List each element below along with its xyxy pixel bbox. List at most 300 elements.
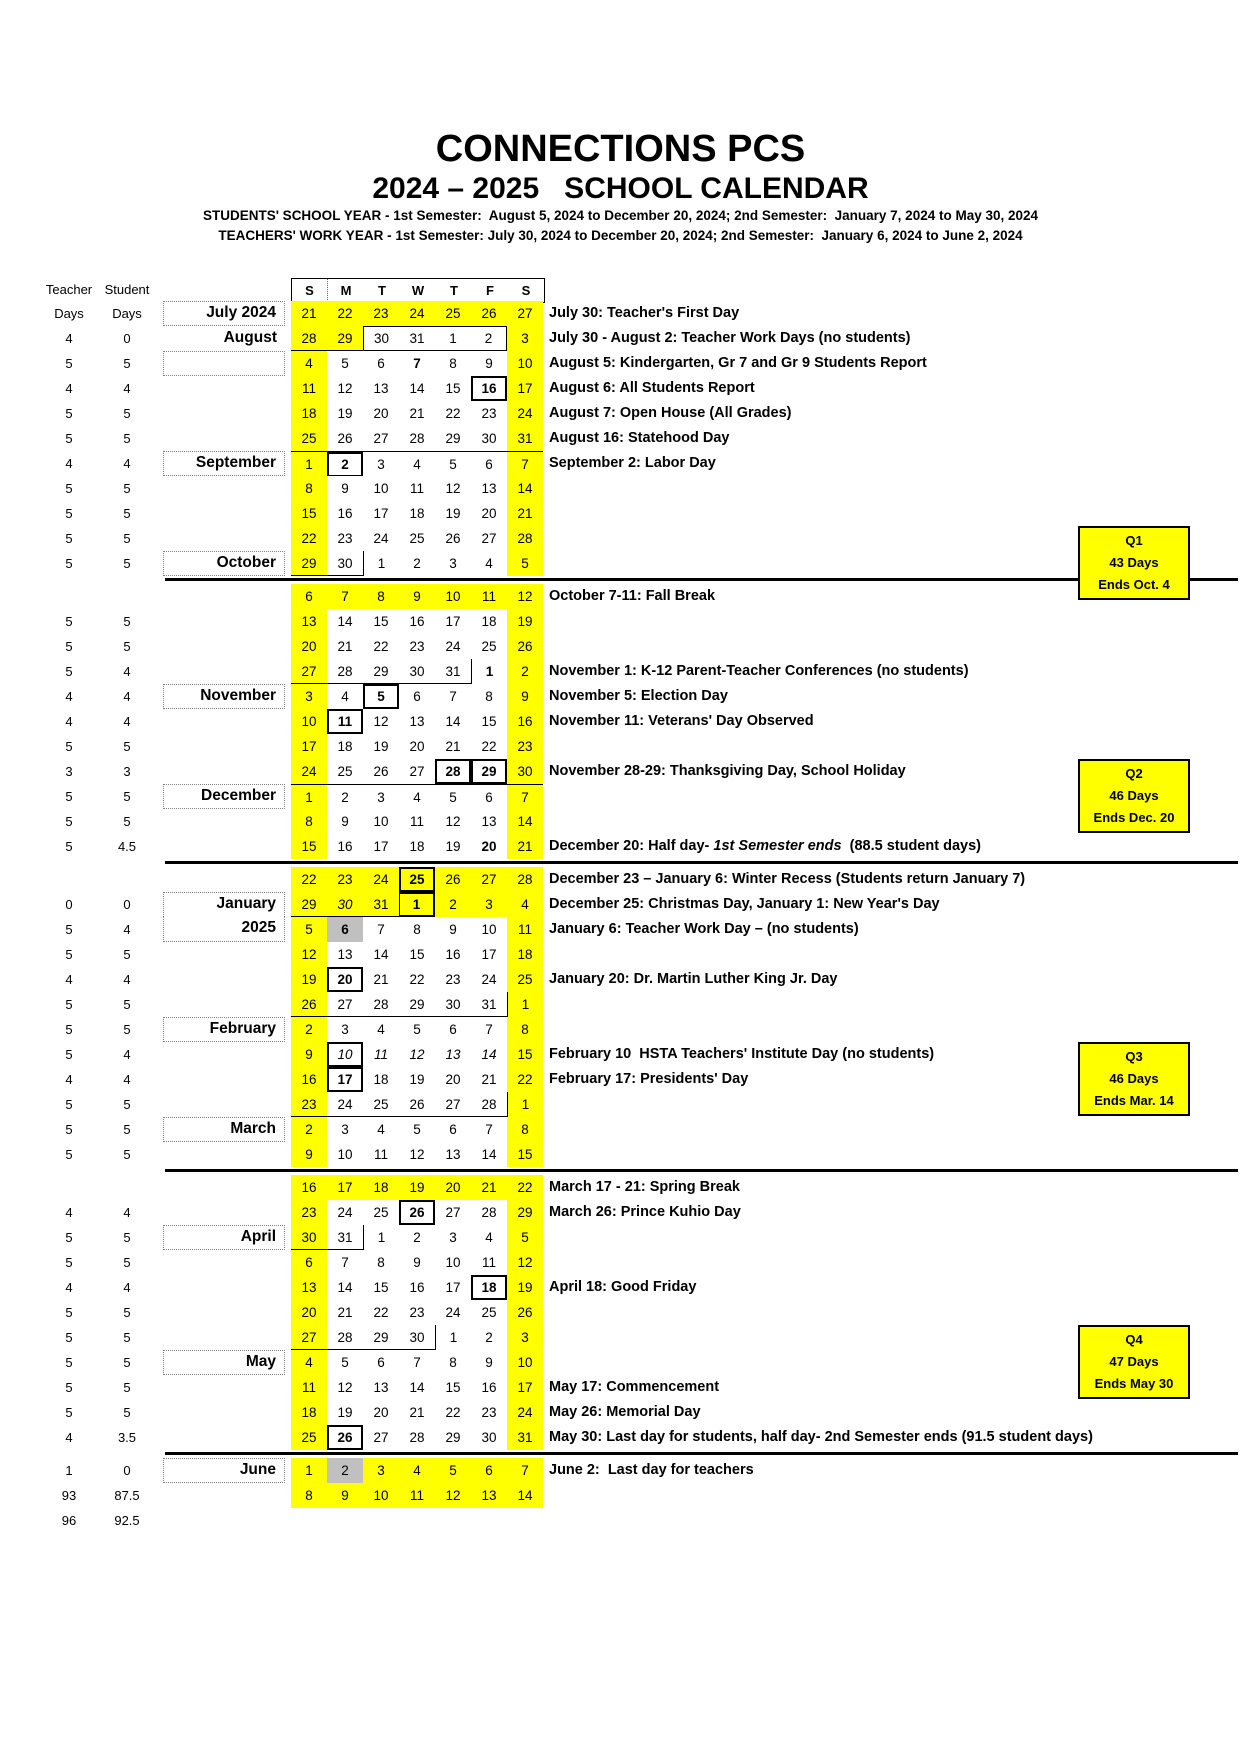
week-note — [543, 634, 549, 659]
day-cell: 23 — [471, 1400, 507, 1425]
week-note — [543, 1175, 740, 1200]
week-row — [0, 1350, 1241, 1375]
week-row — [0, 451, 1241, 476]
day-cell: 19 — [399, 1175, 435, 1200]
day-cell: 2 — [327, 452, 363, 477]
student-days-value: 5 — [123, 1330, 131, 1345]
day-cell: 16 — [291, 1175, 327, 1200]
week-note-segment: September 2: Labor Day — [549, 455, 716, 471]
week-row — [0, 376, 1241, 401]
month-label — [163, 426, 285, 451]
week-cells — [291, 1325, 543, 1350]
week-note-segment: November 5: Election Day — [549, 688, 728, 704]
month-label — [163, 634, 285, 659]
day-cell: 13 — [471, 809, 507, 834]
day-cell: 22 — [435, 1400, 471, 1425]
week-cells — [291, 1225, 543, 1250]
student-days-value: 5 — [123, 614, 131, 629]
student-days-value: 4 — [123, 1205, 131, 1220]
day-cell: 1 — [399, 892, 435, 917]
weekday-header-cell: W — [400, 279, 436, 302]
quarter-label: Q2 — [1125, 766, 1143, 781]
month-label: November — [163, 684, 285, 709]
week-note — [543, 609, 549, 634]
day-cell: 27 — [471, 526, 507, 551]
week-row — [0, 892, 1241, 917]
week-cells — [291, 759, 543, 784]
day-cell: 6 — [471, 452, 507, 477]
teacher-days-value: 5 — [65, 481, 73, 496]
week-note-segment: December 20: Half day- — [549, 838, 714, 854]
teacher-days-value: 4 — [65, 456, 73, 471]
day-cell: 24 — [507, 401, 543, 426]
student-days-value: 5 — [123, 556, 131, 571]
week-cells — [291, 609, 543, 634]
week-row — [0, 942, 1241, 967]
day-cell: 6 — [363, 351, 399, 376]
day-cell: 12 — [435, 809, 471, 834]
day-cell: 17 — [327, 1175, 363, 1200]
day-cell: 24 — [399, 301, 435, 326]
day-cell: 18 — [399, 834, 435, 859]
student-days-value: 4 — [123, 1047, 131, 1062]
quarter-end-line — [165, 1169, 1238, 1172]
week-row — [0, 1425, 1241, 1450]
teacher-days-value: 5 — [65, 814, 73, 829]
week-note-segment: December 25: Christmas Day, January 1: New Year's Day — [549, 896, 940, 912]
week-note — [543, 834, 981, 859]
day-cell: 4 — [471, 551, 507, 576]
week-cells — [291, 1042, 543, 1067]
student-days-value: 4 — [123, 1072, 131, 1087]
week-cells — [291, 834, 543, 859]
week-row — [0, 1458, 1241, 1483]
week-row — [0, 1325, 1241, 1350]
day-cell: 11 — [291, 1375, 327, 1400]
day-cell: 20 — [471, 834, 507, 859]
day-cell: 22 — [399, 967, 435, 992]
teacher-days-value: 4 — [65, 689, 73, 704]
day-cell: 10 — [507, 1350, 543, 1375]
month-label: April — [163, 1225, 285, 1250]
day-cell: 16 — [399, 609, 435, 634]
day-cell: 1 — [291, 452, 327, 477]
week-note — [543, 709, 814, 734]
week-cells — [291, 551, 543, 576]
teacher-days-value: 5 — [65, 1330, 73, 1345]
day-cell: 9 — [327, 1483, 363, 1508]
day-cell: 23 — [291, 1200, 327, 1225]
day-cell: 2 — [291, 1017, 327, 1042]
day-cell: 7 — [399, 1350, 435, 1375]
teachers-year-note: TEACHERS' WORK YEAR - 1st Semester: July 30, 2024 to December 20, 2024; 2nd Semester: January 6, 2024 to June 2, 2024 — [218, 228, 1023, 244]
week-row — [0, 867, 1241, 892]
day-cell: 25 — [399, 526, 435, 551]
day-cell: 17 — [507, 1375, 543, 1400]
teacher-days-value: 5 — [65, 406, 73, 421]
day-cell: 16 — [507, 709, 543, 734]
teacher-days-value: 5 — [65, 356, 73, 371]
day-cell: 29 — [291, 551, 327, 576]
day-cell: 14 — [507, 476, 543, 501]
day-cell: 4 — [399, 452, 435, 477]
week-cells — [291, 867, 543, 892]
month-label: October — [163, 551, 285, 576]
week-note — [543, 1400, 701, 1425]
week-note-segment: February 10 HSTA Teachers' Institute Day (no students) — [549, 1046, 935, 1062]
day-cell: 7 — [507, 1458, 543, 1483]
day-cell: 20 — [435, 1067, 471, 1092]
quarter-ends: Ends Mar. 14 — [1094, 1093, 1174, 1108]
week-cells — [291, 1458, 543, 1483]
day-cell: 29 — [399, 992, 435, 1017]
day-cell: 5 — [399, 1017, 435, 1042]
teacher-days-value: 5 — [65, 531, 73, 546]
student-days-value: 5 — [123, 1355, 131, 1370]
day-cell: 20 — [291, 634, 327, 659]
day-cell: 7 — [327, 584, 363, 609]
student-days-value: 3 — [123, 764, 131, 779]
teacher-days-value: 5 — [65, 1097, 73, 1112]
day-cell: 20 — [363, 1400, 399, 1425]
day-cell: 21 — [399, 401, 435, 426]
day-cell: 29 — [363, 1325, 399, 1350]
day-cell: 20 — [435, 1175, 471, 1200]
student-days-value: 4 — [123, 922, 131, 937]
student-days-value: 0 — [123, 331, 131, 346]
week-row — [0, 1117, 1241, 1142]
week-note — [543, 1117, 549, 1142]
weekday-header-cell: T — [364, 279, 400, 302]
day-cell: 3 — [363, 452, 399, 477]
day-cell: 11 — [507, 917, 543, 942]
day-cell: 12 — [363, 709, 399, 734]
week-note — [543, 351, 927, 376]
week-cells — [291, 684, 543, 709]
month-label: July 2024 — [163, 301, 285, 326]
day-cell: 14 — [327, 1275, 363, 1300]
day-cell: 3 — [507, 1325, 543, 1350]
quarter-ends: Ends May 30 — [1094, 1376, 1174, 1391]
month-label: 2025 — [163, 917, 285, 942]
week-note — [543, 1350, 549, 1375]
week-note-segment: August 16: Statehood Day — [549, 430, 730, 446]
student-days-value: 5 — [123, 947, 131, 962]
day-cell: 21 — [435, 734, 471, 759]
day-cell: 10 — [291, 709, 327, 734]
day-cell: 10 — [363, 809, 399, 834]
day-cell: 17 — [435, 1275, 471, 1300]
day-cell: 31 — [327, 1225, 363, 1250]
day-cell: 9 — [291, 1042, 327, 1067]
day-cell: 23 — [327, 867, 363, 892]
day-cell: 8 — [435, 1350, 471, 1375]
student-days-value: 3.5 — [117, 1430, 137, 1445]
week-note — [543, 942, 549, 967]
week-cells — [291, 1092, 543, 1117]
day-cell: 14 — [399, 1375, 435, 1400]
day-cell: 29 — [291, 892, 327, 917]
day-cell: 19 — [327, 1400, 363, 1425]
week-note — [543, 892, 940, 917]
week-note — [543, 684, 728, 709]
day-cell: 1 — [363, 1225, 399, 1250]
week-note — [543, 1300, 549, 1325]
day-cell: 25 — [363, 1092, 399, 1117]
day-cell: 16 — [471, 1375, 507, 1400]
day-cell: 19 — [435, 501, 471, 526]
day-cell: 4 — [363, 1017, 399, 1042]
student-days-value: 5 — [123, 481, 131, 496]
week-note — [543, 326, 911, 351]
teacher-days-value: Days — [54, 306, 84, 321]
day-cell: 24 — [507, 1400, 543, 1425]
day-cell: 17 — [363, 834, 399, 859]
day-cell: 6 — [291, 584, 327, 609]
day-cell: 12 — [435, 476, 471, 501]
day-cell: 12 — [507, 584, 543, 609]
week-note-segment: November 28-29: Thanksgiving Day, School Holiday — [549, 763, 906, 779]
day-cell: 20 — [363, 401, 399, 426]
week-row — [0, 834, 1241, 859]
day-cell: 27 — [507, 301, 543, 326]
week-row — [0, 634, 1241, 659]
week-note — [543, 1042, 934, 1067]
teacher-days-value: 5 — [65, 1380, 73, 1395]
day-cell: 2 — [399, 1225, 435, 1250]
teacher-days-value: 4 — [65, 381, 73, 396]
day-cell: 21 — [399, 1400, 435, 1425]
day-cell: 4 — [327, 684, 363, 709]
day-cell: 3 — [327, 1017, 363, 1042]
day-cell: 17 — [471, 942, 507, 967]
day-cell: 17 — [291, 734, 327, 759]
week-cells — [291, 659, 543, 684]
day-cell: 22 — [291, 526, 327, 551]
day-cell: 22 — [327, 301, 363, 326]
day-cell: 30 — [327, 892, 363, 917]
day-cell: 10 — [471, 917, 507, 942]
day-cell: 25 — [291, 426, 327, 451]
teacher-days-value: 5 — [65, 556, 73, 571]
day-cell: 8 — [291, 1483, 327, 1508]
day-cell: 14 — [507, 809, 543, 834]
quarter-end-line — [165, 1452, 1238, 1455]
day-cell: 20 — [291, 1300, 327, 1325]
month-label — [163, 967, 285, 992]
week-note — [543, 1142, 549, 1167]
week-note-segment: April 18: Good Friday — [549, 1279, 697, 1295]
teacher-days-header: Teacher — [45, 282, 93, 297]
day-cell: 2 — [507, 659, 543, 684]
day-cell: 25 — [471, 634, 507, 659]
week-row — [0, 709, 1241, 734]
day-cell: 24 — [435, 1300, 471, 1325]
day-cell: 8 — [435, 351, 471, 376]
day-cell: 6 — [363, 1350, 399, 1375]
day-cell: 31 — [507, 1425, 543, 1450]
week-cells — [291, 1350, 543, 1375]
day-cell: 28 — [471, 1092, 507, 1117]
day-cell: 7 — [435, 684, 471, 709]
week-row — [0, 609, 1241, 634]
day-cell: 26 — [291, 992, 327, 1017]
day-cell: 9 — [471, 1350, 507, 1375]
week-cells — [291, 809, 543, 834]
teacher-days-value: 5 — [65, 614, 73, 629]
week-cells — [291, 734, 543, 759]
week-note — [543, 301, 739, 326]
day-cell: 23 — [363, 301, 399, 326]
teacher-days-value: 5 — [65, 1047, 73, 1062]
day-cell: 28 — [399, 426, 435, 451]
week-row — [0, 1225, 1241, 1250]
week-note — [543, 734, 549, 759]
day-cell: 3 — [363, 785, 399, 810]
day-cell: 29 — [363, 659, 399, 684]
page-title: CONNECTIONS PCS — [435, 128, 806, 170]
teacher-days-value: 5 — [65, 1022, 73, 1037]
week-row — [0, 684, 1241, 709]
day-cell: 19 — [327, 401, 363, 426]
student-days-value: 4 — [123, 456, 131, 471]
day-cell: 3 — [291, 684, 327, 709]
day-cell: 19 — [291, 967, 327, 992]
month-label: January — [163, 892, 285, 917]
quarter-ends: Ends Dec. 20 — [1093, 810, 1175, 825]
day-cell: 22 — [363, 634, 399, 659]
day-cell: 20 — [327, 967, 363, 992]
day-cell: 17 — [507, 376, 543, 401]
student-days-value — [98, 1175, 156, 1200]
week-row — [0, 401, 1241, 426]
student-days-value: 5 — [123, 356, 131, 371]
day-cell: 3 — [435, 551, 471, 576]
teacher-days-value: 93 — [61, 1488, 77, 1503]
student-days-value: 5 — [123, 406, 131, 421]
month-label — [163, 992, 285, 1017]
day-cell: 11 — [291, 376, 327, 401]
day-cell: 7 — [507, 785, 543, 810]
day-cell: 24 — [435, 634, 471, 659]
teacher-days-value: 5 — [65, 664, 73, 679]
weekday-header-cell: T — [436, 279, 472, 302]
week-note-segment: November 1: K-12 Parent-Teacher Conferences (no students) — [549, 663, 969, 679]
day-cell: 26 — [327, 1425, 363, 1450]
week-row — [0, 501, 1241, 526]
day-cell: 26 — [471, 301, 507, 326]
day-cell: 10 — [327, 1042, 363, 1067]
day-cell: 22 — [363, 1300, 399, 1325]
day-cell: 11 — [399, 476, 435, 501]
day-cell: 23 — [399, 634, 435, 659]
day-cell: 31 — [363, 892, 399, 917]
month-label — [163, 1042, 285, 1067]
student-days-value: 87.5 — [114, 1488, 140, 1503]
month-label — [163, 1067, 285, 1092]
month-label — [163, 1275, 285, 1300]
day-cell: 18 — [291, 1400, 327, 1425]
week-row — [0, 1067, 1241, 1092]
day-cell: 14 — [399, 376, 435, 401]
day-cell: 26 — [327, 426, 363, 451]
teacher-days-value: 5 — [65, 789, 73, 804]
day-cell: 21 — [327, 1300, 363, 1325]
week-note — [543, 501, 549, 526]
week-row — [0, 1400, 1241, 1425]
day-cell: 9 — [291, 1142, 327, 1167]
teacher-days-value: 5 — [65, 1230, 73, 1245]
day-cell: 26 — [399, 1092, 435, 1117]
week-note-segment: March 26: Prince Kuhio Day — [549, 1204, 741, 1220]
quarter-ends: Ends Oct. 4 — [1098, 577, 1170, 592]
day-cell: 8 — [291, 476, 327, 501]
day-cell: 8 — [363, 1250, 399, 1275]
day-cell: 10 — [363, 476, 399, 501]
student-days-value: 5 — [123, 1230, 131, 1245]
totals-row — [0, 1508, 1241, 1532]
teacher-days-value: 4 — [65, 1430, 73, 1445]
week-cells — [291, 1017, 543, 1042]
day-cell: 2 — [471, 326, 507, 351]
day-cell: 24 — [291, 759, 327, 784]
student-days-value: 5 — [123, 997, 131, 1012]
day-cell: 31 — [471, 992, 507, 1017]
day-cell: 30 — [435, 992, 471, 1017]
week-note — [543, 759, 906, 784]
month-label — [163, 809, 285, 834]
student-days-value: 5 — [123, 1097, 131, 1112]
day-cell: 27 — [435, 1200, 471, 1225]
month-label: June — [163, 1458, 285, 1483]
week-row — [0, 784, 1241, 809]
quarter-box — [1078, 1042, 1190, 1116]
teacher-days-value: 5 — [65, 1355, 73, 1370]
day-cell: 15 — [363, 1275, 399, 1300]
day-cell: 29 — [435, 1425, 471, 1450]
month-label: December — [163, 784, 285, 809]
student-days-value: 5 — [123, 1147, 131, 1162]
week-cells — [291, 942, 543, 967]
day-cell: 14 — [363, 942, 399, 967]
week-row — [0, 584, 1241, 609]
day-cell: 5 — [435, 452, 471, 477]
month-label — [163, 1175, 285, 1200]
month-label — [163, 1300, 285, 1325]
student-days-value: 0 — [123, 1463, 131, 1478]
day-cell: 15 — [291, 501, 327, 526]
week-cells — [291, 1375, 543, 1400]
day-cell: 27 — [435, 1092, 471, 1117]
teacher-days-value: 4 — [65, 1280, 73, 1295]
week-note-segment: October 7-11: Fall Break — [549, 588, 716, 604]
week-note-segment: July 30 - August 2: Teacher Work Days (no students) — [549, 330, 911, 346]
day-cell: 8 — [399, 917, 435, 942]
calendar-grid — [0, 278, 1241, 1532]
day-cell: 25 — [435, 301, 471, 326]
student-days-value — [98, 867, 156, 892]
day-cell: 22 — [435, 401, 471, 426]
student-days-total: 92.5 — [114, 1513, 140, 1528]
day-cell: 11 — [399, 809, 435, 834]
week-note — [543, 1092, 549, 1117]
day-cell: 11 — [471, 1250, 507, 1275]
day-cell: 18 — [363, 1175, 399, 1200]
quarter-box — [1078, 1325, 1190, 1399]
day-cell: 8 — [363, 584, 399, 609]
day-cell: 15 — [471, 709, 507, 734]
day-cell: 8 — [291, 809, 327, 834]
